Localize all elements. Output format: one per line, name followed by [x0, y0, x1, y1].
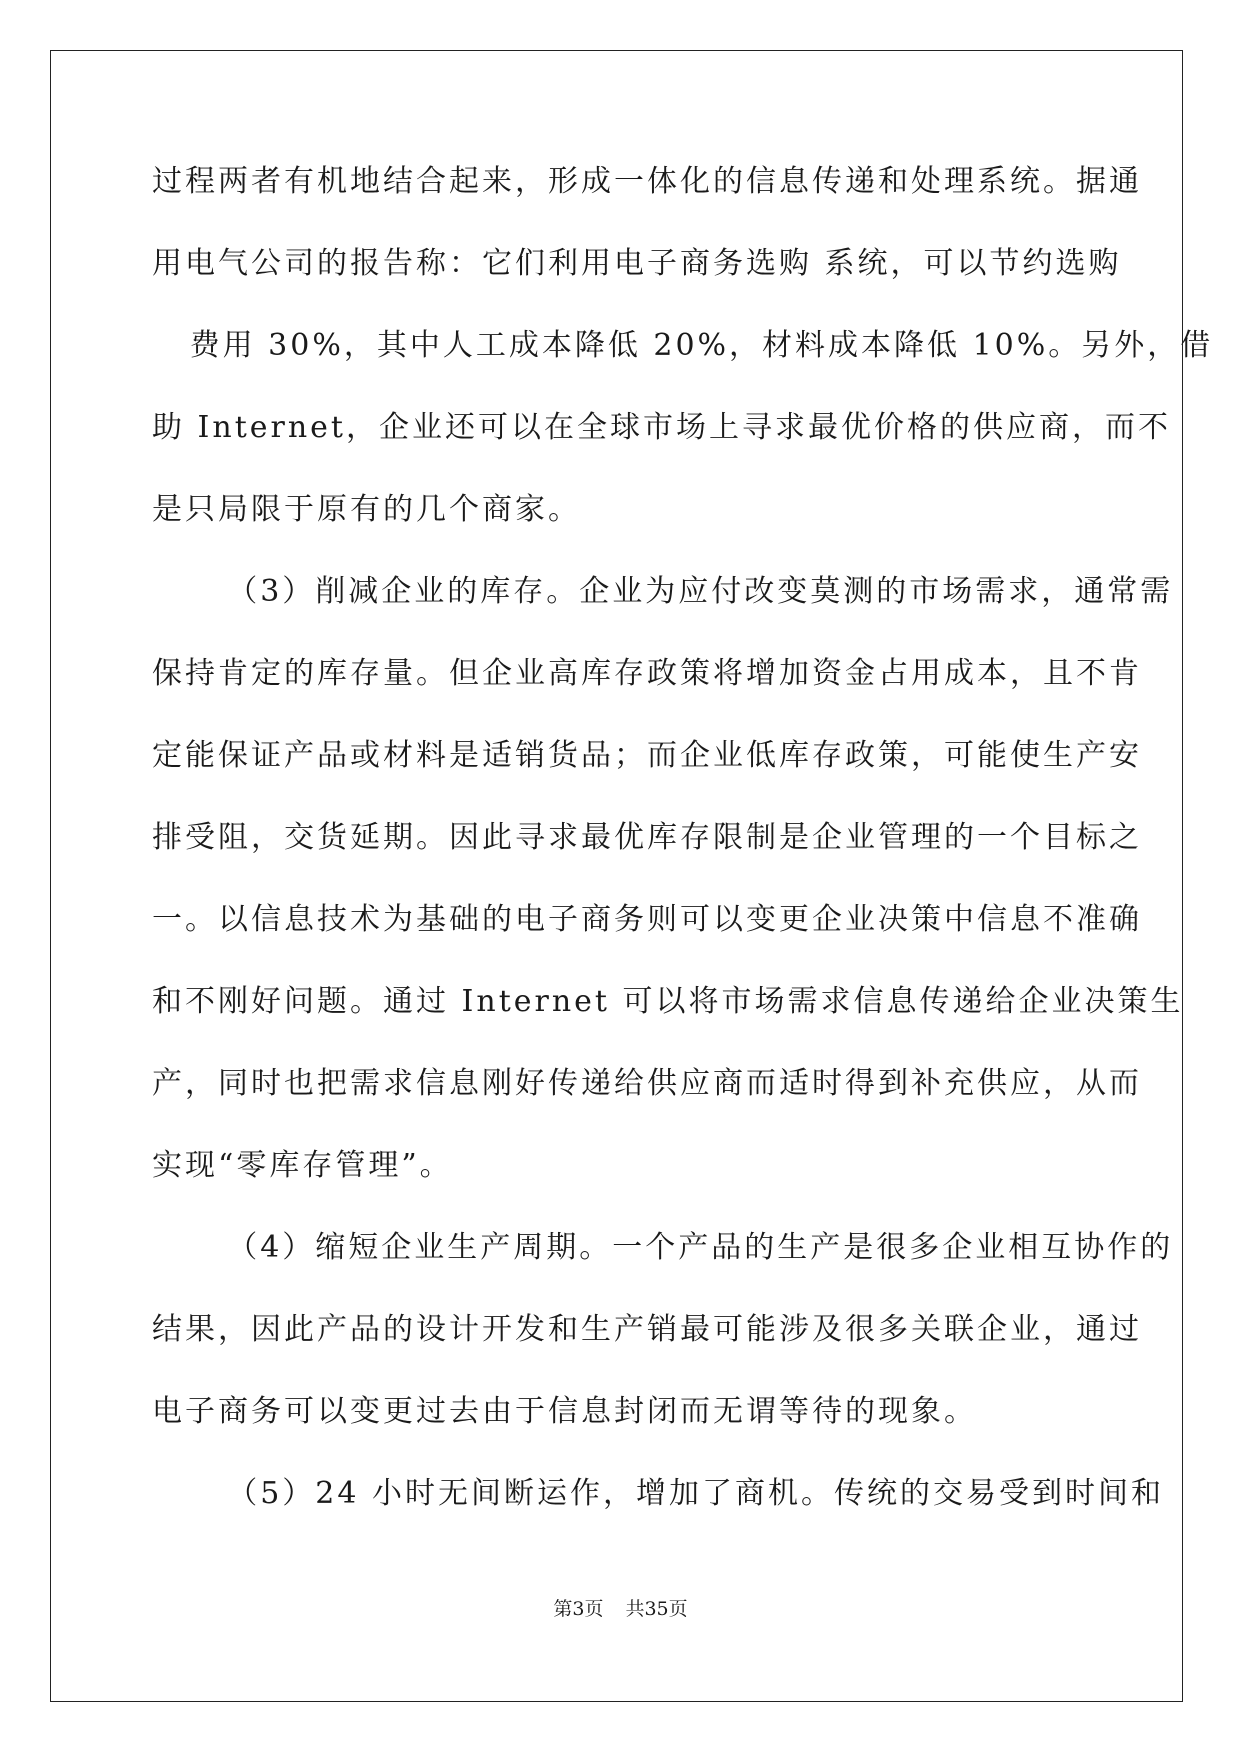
body-line: 过程两者有机地结合起来，形成一体化的信息传递和处理系统。据通 [152, 164, 1142, 199]
body-line: （4）缩短企业生产周期。一个产品的生产是很多企业相互协作的 [152, 1230, 1174, 1265]
body-line: 费用 30%，其中人工成本降低 20%，材料成本降低 10%。另外，借 [152, 328, 1214, 363]
document-body [152, 160, 1214, 1554]
body-line: 助 Internet，企业还可以在全球市场上寻求最优价格的供应商，而不 [152, 410, 1171, 445]
body-line: 实现“零库存管理”。 [152, 1148, 453, 1183]
body-line: 排受阻，交货延期。因此寻求最优库存限制是企业管理的一个目标之 [152, 820, 1142, 855]
body-line: （3）削减企业的库存。企业为应付改变莫测的市场需求，通常需 [152, 574, 1174, 609]
body-line: 电子商务可以变更过去由于信息封闭而无谓等待的现象。 [152, 1394, 977, 1429]
body-line: 和不刚好问题。通过 Internet 可以将市场需求信息传递给企业决策生 [152, 984, 1184, 1019]
body-line: 定能保证产品或材料是适销货品；而企业低库存政策，可能使生产安 [152, 738, 1142, 773]
body-line: 一。以信息技术为基础的电子商务则可以变更企业决策中信息不准确 [152, 902, 1142, 937]
body-line: 结果，因此产品的设计开发和生产销最可能涉及很多关联企业，通过 [152, 1312, 1142, 1347]
page-total: 共35页 [625, 1598, 688, 1620]
body-line: 产，同时也把需求信息刚好传递给供应商而适时得到补充供应，从而 [152, 1066, 1142, 1101]
body-line: 用电气公司的报告称：它们利用电子商务选购 系统，可以节约选购 [152, 246, 1122, 281]
page-number: 第3页 [553, 1598, 604, 1620]
body-line: 保持肯定的库存量。但企业高库存政策将增加资金占用成本，且不肯 [152, 656, 1142, 691]
body-line: （5）24 小时无间断运作，增加了商机。传统的交易受到时间和 [152, 1476, 1165, 1511]
page-footer [0, 1594, 1241, 1621]
body-line: 是只局限于原有的几个商家。 [152, 492, 581, 527]
